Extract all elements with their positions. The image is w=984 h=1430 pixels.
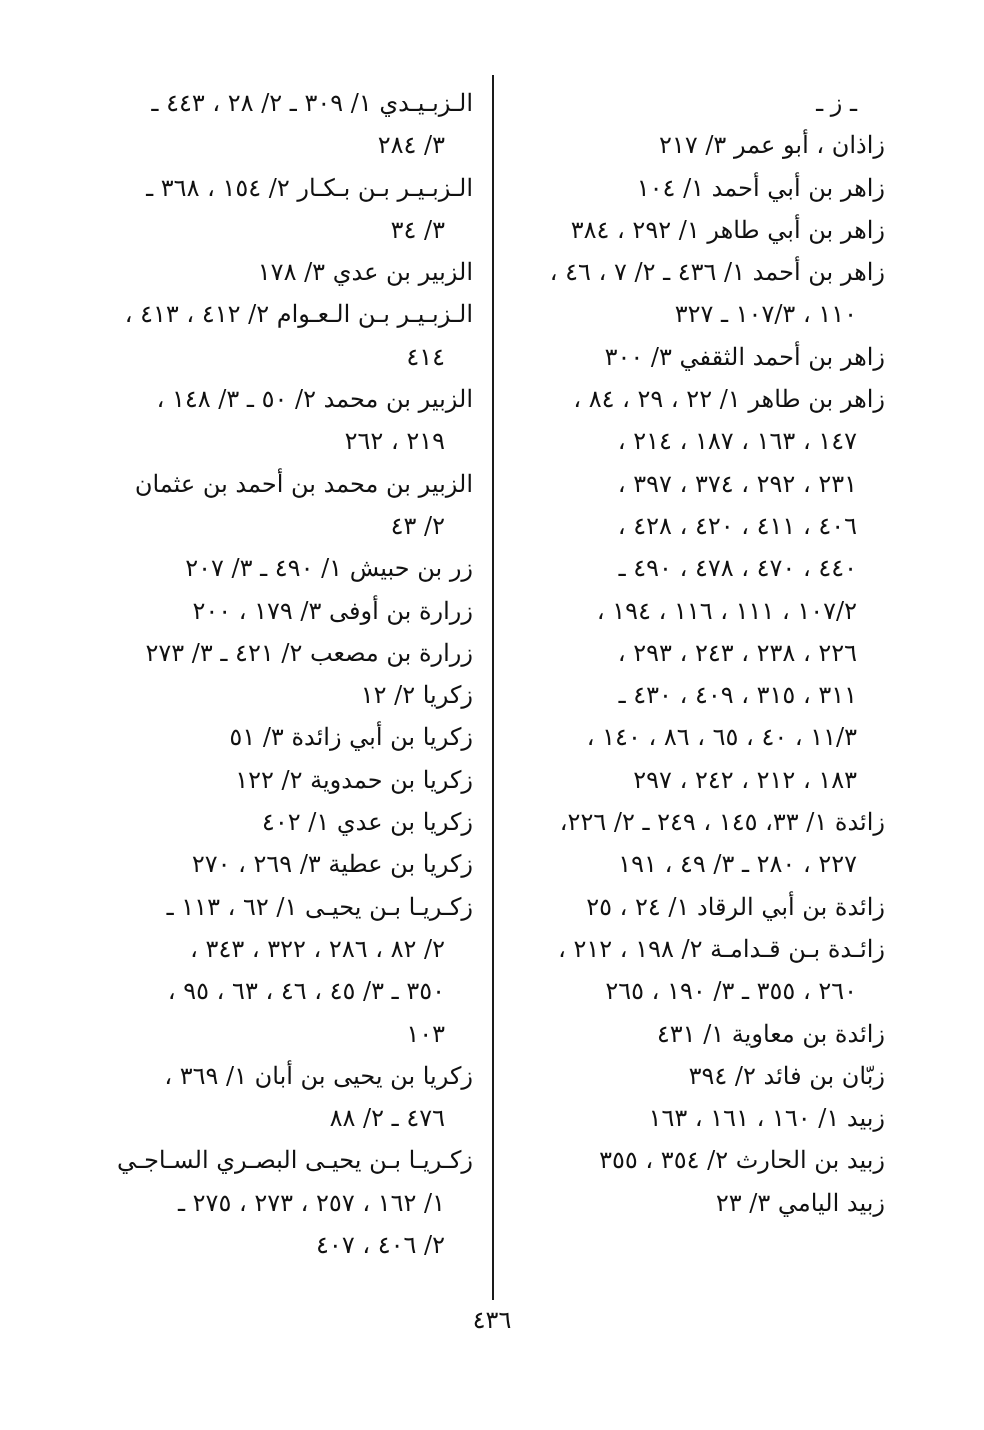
left-index-entry: الزبير بن محمد ٢/ ٥٠ ـ ٣/ ١٤٨ ، <box>156 385 473 414</box>
right-continuation-line: ٢٣١ ، ٢٩٢ ، ٣٧٤ ، ٣٩٧ ، <box>617 469 857 498</box>
right-index-entry: زاهر بن طاهر ١/ ٢٢ ، ٢٩ ، ٨٤ ، <box>573 385 885 414</box>
left-index-entry: زكريا بن عطية ٣/ ٢٦٩ ، ٢٧٠ <box>191 850 473 879</box>
column-divider <box>492 75 494 1300</box>
left-continuation-line: ٣/ ٣٤ <box>390 215 445 244</box>
right-continuation-line: ١٨٣ ، ٢١٢ ، ٢٤٢ ، ٢٩٧ <box>633 765 857 794</box>
left-index-entry: زكريا بن حمدوية ٢/ ١٢٢ <box>235 765 473 794</box>
right-continuation-line: ٢٢٧ ، ٢٨٠ ـ ٣/ ٤٩ ، ١٩١ <box>618 850 857 879</box>
left-continuation-line: ٢١٩ ، ٢٦٢ <box>344 427 445 456</box>
right-index-entry: زائدة بن أبي الرقاد ١/ ٢٤ ، ٢٥ <box>586 892 885 921</box>
left-continuation-line: ٣٥٠ ـ ٣/ ٤٥ ، ٤٦ ، ٦٣ ، ٩٥ ، <box>167 977 445 1006</box>
section-letter-heading: ـ ز ـ <box>816 89 857 117</box>
right-index-entry: زاهر بن أحمد ١/ ٤٣٦ ـ ٢/ ٧ ، ٤٦ ، <box>549 258 885 287</box>
left-index-entry: زر بن حبيش ١/ ٤٩٠ ـ ٣/ ٢٠٧ <box>185 554 473 583</box>
left-index-entry: زرارة بن أوفى ٣/ ١٧٩ ، ٢٠٠ <box>192 596 473 625</box>
right-continuation-line: ٣١١ ، ٣١٥ ، ٤٠٩ ، ٤٣٠ ـ <box>618 681 857 710</box>
left-continuation-line: ٢/ ٨٢ ، ٢٨٦ ، ٣٢٢ ، ٣٤٣ ، <box>190 934 445 963</box>
left-index-entry: الـزبـيـر بـن بـكـار ٢/ ١٥٤ ، ٣٦٨ ـ <box>146 173 473 202</box>
left-continuation-line: ١٠٣ <box>406 1019 445 1048</box>
right-continuation-line: ٤٤٠ ، ٤٧٠ ، ٤٧٨ ، ٤٩٠ ـ <box>618 554 857 583</box>
right-index-entry: زبيد اليامي ٣/ ٢٣ <box>715 1188 885 1217</box>
right-index-entry: زائـدة بـن قـدامـة ٢/ ١٩٨ ، ٢١٢ ، <box>558 934 885 963</box>
right-index-entry: زبّان بن فائد ٢/ ٣٩٤ <box>688 1061 885 1090</box>
right-column <box>510 82 885 1224</box>
left-index-entry: زكـريـا بـن يحيـى ١/ ٦٢ ، ١١٣ ـ <box>166 892 473 921</box>
right-index-entry: زائدة ١/ ٣٣، ١٤٥ ، ٢٤٩ ـ ٢/ ٢٢٦، <box>559 808 885 837</box>
left-index-entry: الزبير بن محمد بن أحمد بن عثمان <box>134 469 473 498</box>
left-index-entry: الـزبـيـر بـن الـعـوام ٢/ ٤١٢ ، ٤١٣ ، <box>124 300 473 329</box>
left-index-entry: زكريا بن يحيى بن أبان ١/ ٣٦٩ ، <box>164 1061 473 1090</box>
right-continuation-line: ١١٠ ، ١٠٧/٣ ـ ٣٢٧ <box>674 300 857 329</box>
left-continuation-line: ١/ ١٦٢ ، ٢٥٧ ، ٢٧٣ ، ٢٧٥ ـ <box>177 1188 445 1217</box>
right-index-entry: زبيد بن الحارث ٢/ ٣٥٤ ، ٣٥٥ <box>599 1146 885 1175</box>
right-continuation-line: ١٠٧/٢ ، ١١١ ، ١١٦ ، ١٩٤ ، <box>596 596 857 625</box>
left-continuation-line: ٢/ ٤٣ <box>390 511 445 540</box>
left-continuation-line: ٣/ ٢٨٤ <box>377 131 445 160</box>
right-index-entry: زائدة بن معاوية ١/ ٤٣١ <box>656 1019 885 1048</box>
left-continuation-line: ٤٧٦ ـ ٢/ ٨٨ <box>329 1104 445 1133</box>
right-continuation-line: ٤٠٦ ، ٤١١ ، ٤٢٠ ، ٤٢٨ ، <box>617 511 857 540</box>
left-index-entry: زكريا بن عدي ١/ ٤٠٢ <box>261 808 473 837</box>
right-index-entry: زاهر بن أبي أحمد ١/ ١٠٤ <box>636 173 885 202</box>
left-continuation-line: ٢/ ٤٠٦ ، ٤٠٧ <box>316 1231 445 1260</box>
left-index-entry: الزبير بن عدي ٣/ ١٧٨ <box>257 258 473 287</box>
right-index-entry: زاهر بن أبي طاهر ١/ ٢٩٢ ، ٣٨٤ <box>570 215 885 244</box>
right-index-entry: زاذان ، أبو عمر ٣/ ٢١٧ <box>659 131 885 160</box>
right-continuation-line: ١١/٣ ، ٤٠ ، ٦٥ ، ٨٦ ، ١٤٠ ، <box>586 723 857 752</box>
right-index-entry: زبيد ١/ ١٦٠ ، ١٦١ ، ١٦٣ <box>648 1104 885 1133</box>
right-continuation-line: ٢٢٦ ، ٢٣٨ ، ٢٤٣ ، ٢٩٣ ، <box>617 638 857 667</box>
right-continuation-line: ٢٦٠ ، ٣٥٥ ـ ٣/ ١٩٠ ، ٢٦٥ <box>605 977 857 1006</box>
left-index-entry: زكريا بن أبي زائدة ٣/ ٥١ <box>229 723 473 752</box>
left-index-entry: زكريا ٢/ ١٢ <box>360 681 473 710</box>
left-index-entry: الـزبـيـدي ١/ ٣٠٩ ـ ٢/ ٢٨ ، ٤٤٣ ـ <box>151 89 473 117</box>
left-continuation-line: ٤١٤ <box>406 342 445 371</box>
page-number: ٤٣٦ <box>472 1306 512 1334</box>
right-continuation-line: ١٤٧ ، ١٦٣ ، ١٨٧ ، ٢١٤ ، <box>617 427 857 456</box>
left-index-entry: زرارة بن مصعب ٢/ ٤٢١ ـ ٣/ ٢٧٣ <box>145 638 473 667</box>
left-index-entry: زكـريـا بـن يحيـى البصـري السـاجـي <box>117 1146 473 1175</box>
left-column <box>100 82 473 1266</box>
right-index-entry: زاهر بن أحمد الثقفي ٣/ ٣٠٠ <box>604 342 885 371</box>
